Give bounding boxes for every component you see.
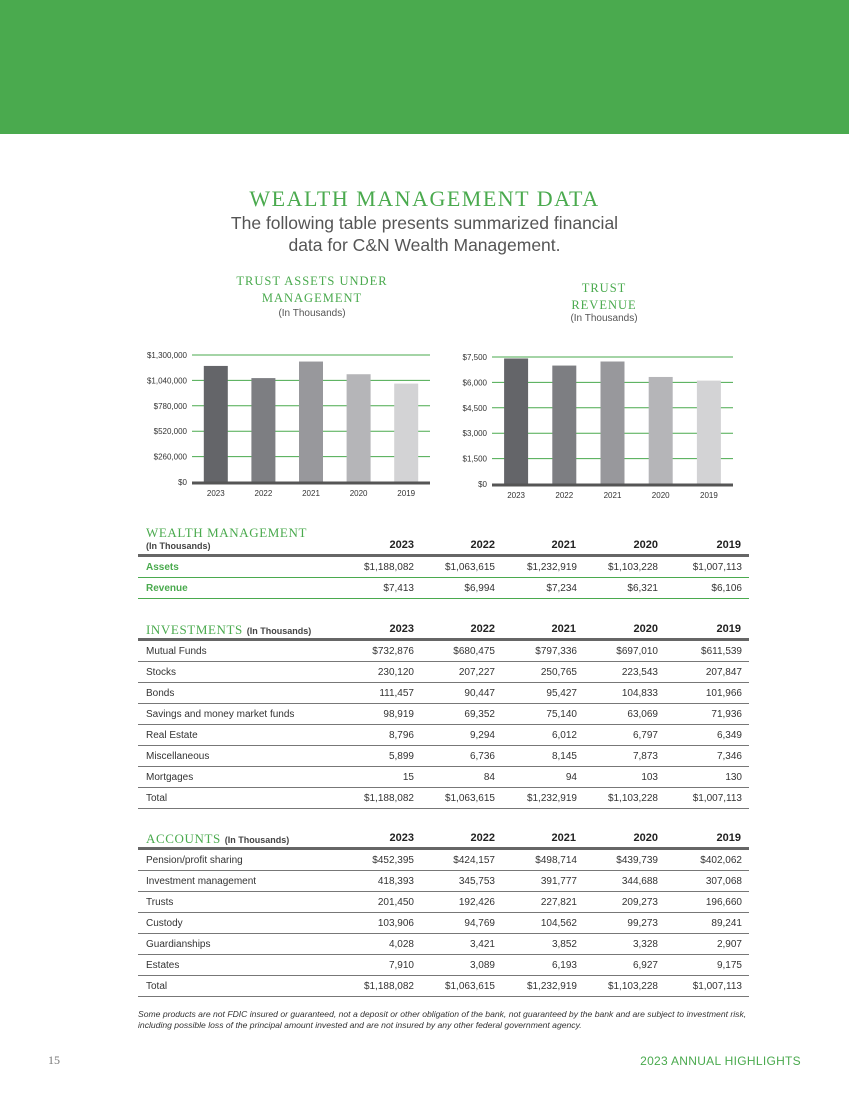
cell-value: 207,847 <box>705 667 742 678</box>
cell-value: $1,007,113 <box>692 793 742 804</box>
cell-value: 418,393 <box>377 876 414 887</box>
year-header: 2021 <box>551 623 576 635</box>
table-row <box>138 976 749 997</box>
cell-value: $1,007,113 <box>692 562 742 573</box>
row-label: Investment management <box>146 876 257 887</box>
investments-title-text: INVESTMENTS <box>146 622 243 637</box>
y-tick-label: $0 <box>178 478 187 487</box>
table-row <box>138 557 749 578</box>
cell-value: $1,103,228 <box>607 981 658 992</box>
x-tick-label: 2022 <box>254 489 273 498</box>
row-label: Guardianships <box>146 939 211 950</box>
row-label: Total <box>146 793 168 804</box>
y-tick-label: $1,300,000 <box>146 351 187 360</box>
cell-value: 6,797 <box>632 730 658 741</box>
cell-value: 7,910 <box>388 960 414 971</box>
row-label: Real Estate <box>146 730 198 741</box>
cell-value: 98,919 <box>383 709 414 720</box>
cell-value: 3,328 <box>632 939 658 950</box>
x-tick-label: 2021 <box>603 491 622 500</box>
chart-revenue-subtitle: (In Thousands) <box>570 313 638 324</box>
cell-value: 201,450 <box>377 897 414 908</box>
row-label: Assets <box>146 562 179 573</box>
table-row <box>138 913 749 934</box>
cell-value: 8,145 <box>551 751 577 762</box>
bar-2020 <box>649 377 673 484</box>
year-header: 2019 <box>716 623 741 635</box>
y-tick-label: $780,000 <box>153 401 187 411</box>
table-row <box>138 788 749 809</box>
cell-value: $498,714 <box>535 855 577 866</box>
year-header: 2022 <box>470 623 495 635</box>
cell-value: $680,475 <box>453 646 495 657</box>
cell-value: $6,994 <box>464 583 495 594</box>
disclaimer-text: Some products are not FDIC insured or guaranteed, not a deposit or other obligation of the bank, not guaranteed by the bank and are subject to investment risk, including possible loss of the principal amount invested and are not insured by any other federal government agency. <box>138 1009 747 1030</box>
y-tick-label: $260,000 <box>153 452 187 462</box>
cell-value: $697,010 <box>616 646 658 657</box>
cell-value: $7,413 <box>383 583 414 594</box>
cell-value: $1,232,919 <box>526 981 577 992</box>
x-tick-label: 2019 <box>700 491 718 500</box>
bar-2020 <box>347 374 371 482</box>
year-header: 2019 <box>716 832 741 844</box>
table-row <box>138 934 749 955</box>
year-header: 2022 <box>470 539 495 551</box>
row-label: Savings and money market funds <box>146 709 295 720</box>
cell-value: 6,012 <box>551 730 577 741</box>
table-row <box>138 850 749 871</box>
cell-value: 391,777 <box>540 876 577 887</box>
cell-value: 4,028 <box>388 939 414 950</box>
cell-value: $402,062 <box>700 855 742 866</box>
cell-value: $1,188,082 <box>363 562 414 573</box>
cell-value: 89,241 <box>711 918 742 929</box>
bar-2023 <box>504 358 528 484</box>
x-tick-label: 2023 <box>206 489 225 498</box>
table-row <box>138 725 749 746</box>
cell-value: $424,157 <box>453 855 495 866</box>
row-label: Bonds <box>146 688 175 699</box>
cell-value: $439,739 <box>616 855 658 866</box>
cell-value: 5,899 <box>388 751 414 762</box>
cell-value: 307,068 <box>705 876 742 887</box>
cell-value: 192,426 <box>458 897 495 908</box>
y-tick-label: $7,500 <box>462 353 487 362</box>
header-band <box>0 0 849 134</box>
cell-value: $6,106 <box>711 583 742 594</box>
table-row <box>138 683 749 704</box>
trust-assets-chart <box>130 345 440 505</box>
cell-value: 344,688 <box>621 876 658 887</box>
x-tick-label: 2020 <box>349 489 368 498</box>
y-tick-label: $4,500 <box>462 403 487 413</box>
cell-value: 71,936 <box>711 709 742 720</box>
page-title: WEALTH MANAGEMENT DATA <box>249 186 600 211</box>
cell-value: $6,321 <box>627 583 658 594</box>
x-tick-label: 2023 <box>507 491 525 500</box>
cell-value: 230,120 <box>377 667 414 678</box>
row-label: Miscellaneous <box>146 751 210 762</box>
row-label: Trusts <box>146 897 174 908</box>
cell-value: 3,852 <box>551 939 577 950</box>
accounts-title-text: ACCOUNTS <box>146 831 221 846</box>
accounts-table-title <box>146 831 289 847</box>
table-row <box>138 578 749 599</box>
cell-value: 63,069 <box>627 709 658 720</box>
x-tick-label: 2022 <box>555 491 574 500</box>
cell-value: 6,736 <box>469 751 495 762</box>
bar-2019 <box>697 381 721 484</box>
table-row <box>138 871 749 892</box>
cell-value: 6,193 <box>551 960 577 971</box>
year-header: 2021 <box>551 832 576 844</box>
accounts-subtitle: (In Thousands) <box>224 835 290 845</box>
table-row <box>138 955 749 976</box>
cell-value: 94,769 <box>464 918 495 929</box>
cell-value: 227,821 <box>540 897 577 908</box>
cell-value: 90,447 <box>464 688 495 699</box>
y-tick-label: $3,000 <box>462 429 487 439</box>
wealth-table-subtitle: (In Thousands) <box>146 541 211 551</box>
row-label: Mortgages <box>146 772 194 783</box>
y-tick-label: $0 <box>478 480 487 489</box>
bar-2021 <box>601 362 625 484</box>
row-label: Stocks <box>146 667 177 678</box>
cell-value: 3,421 <box>469 939 495 950</box>
cell-value: 6,927 <box>632 960 658 971</box>
year-header: 2020 <box>633 539 658 551</box>
row-label: Total <box>146 981 168 992</box>
table-row <box>138 767 749 788</box>
x-tick-label: 2020 <box>651 491 670 500</box>
cell-value: 103,906 <box>377 918 414 929</box>
cell-value: 101,966 <box>705 688 742 699</box>
cell-value: $1,232,919 <box>526 793 577 804</box>
bar-2022 <box>552 366 576 484</box>
cell-value: 104,833 <box>621 688 658 699</box>
row-label: Revenue <box>146 583 188 594</box>
row-label: Pension/profit sharing <box>146 855 243 866</box>
page-subtitle: The following table presents summarized financial data for C&N Wealth Management. <box>230 213 619 255</box>
cell-value: 9,294 <box>469 730 495 741</box>
x-tick-label: 2019 <box>397 489 416 498</box>
year-header: 2021 <box>551 539 576 551</box>
cell-value: 6,349 <box>716 730 742 741</box>
year-header: 2019 <box>716 539 741 551</box>
year-header: 2020 <box>633 832 658 844</box>
trust-revenue-chart <box>450 345 745 505</box>
year-header: 2022 <box>470 832 495 844</box>
cell-value: 7,346 <box>716 751 742 762</box>
row-label: Estates <box>146 960 180 971</box>
cell-value: 209,273 <box>621 897 658 908</box>
investments-subtitle: (In Thousands) <box>246 626 312 636</box>
cell-value: 196,660 <box>705 897 742 908</box>
investments-table-title <box>146 622 311 638</box>
report-name: 2023 ANNUAL HIGHLIGHTS <box>640 1054 801 1068</box>
cell-value: 3,089 <box>469 960 495 971</box>
table-row <box>138 746 749 767</box>
cell-value: 75,140 <box>546 709 577 720</box>
y-tick-label: $1,040,000 <box>146 376 187 386</box>
cell-value: 250,765 <box>540 667 577 678</box>
cell-value: 95,427 <box>546 688 577 699</box>
table-row <box>138 704 749 725</box>
bar-2023 <box>204 366 228 482</box>
chart-assets-title: TRUST ASSETS UNDER MANAGEMENT <box>236 274 388 305</box>
cell-value: 99,273 <box>627 918 658 929</box>
table-row <box>138 662 749 683</box>
cell-value: 7,873 <box>632 751 658 762</box>
cell-value: 2,907 <box>716 939 742 950</box>
table-row <box>138 641 749 662</box>
row-label: Mutual Funds <box>146 646 207 657</box>
chart-assets-subtitle: (In Thousands) <box>278 308 346 319</box>
cell-value: $7,234 <box>546 583 577 594</box>
cell-value: 9,175 <box>716 960 742 971</box>
year-header: 2020 <box>633 623 658 635</box>
cell-value: $732,876 <box>372 646 414 657</box>
cell-value: $1,063,615 <box>444 793 495 804</box>
cell-value: $1,063,615 <box>444 981 495 992</box>
year-header: 2023 <box>389 832 414 844</box>
chart-revenue-title: TRUST REVENUE <box>571 281 637 312</box>
cell-value: 94 <box>565 772 577 783</box>
cell-value: 104,562 <box>540 918 577 929</box>
cell-value: $1,188,082 <box>363 981 414 992</box>
x-tick-label: 2021 <box>302 489 320 498</box>
cell-value: 8,796 <box>388 730 414 741</box>
cell-value: $797,336 <box>535 646 577 657</box>
cell-value: $1,007,113 <box>692 981 742 992</box>
bar-2021 <box>299 362 323 482</box>
cell-value: $1,063,615 <box>444 562 495 573</box>
cell-value: 103 <box>641 772 658 783</box>
cell-value: 207,227 <box>458 667 495 678</box>
page-number: 15 <box>48 1053 60 1067</box>
y-tick-label: $1,500 <box>462 454 487 464</box>
cell-value: $1,188,082 <box>363 793 414 804</box>
cell-value: 15 <box>402 772 414 783</box>
cell-value: $1,103,228 <box>607 562 658 573</box>
wealth-table-title: WEALTH MANAGEMENT <box>146 525 308 540</box>
row-label: Custody <box>146 918 183 929</box>
cell-value: 111,457 <box>379 688 414 699</box>
bar-2022 <box>251 378 275 482</box>
year-header: 2023 <box>389 623 414 635</box>
bar-2019 <box>394 384 418 482</box>
cell-value: $611,539 <box>701 646 742 657</box>
cell-value: $452,395 <box>372 855 414 866</box>
table-row <box>138 892 749 913</box>
cell-value: 130 <box>725 772 742 783</box>
cell-value: $1,232,919 <box>526 562 577 573</box>
cell-value: 345,753 <box>458 876 495 887</box>
y-tick-label: $520,000 <box>153 427 187 437</box>
cell-value: 69,352 <box>464 709 495 720</box>
cell-value: 84 <box>483 772 495 783</box>
y-tick-label: $6,000 <box>462 378 487 388</box>
cell-value: $1,103,228 <box>607 793 658 804</box>
year-header: 2023 <box>389 539 414 551</box>
cell-value: 223,543 <box>621 667 658 678</box>
